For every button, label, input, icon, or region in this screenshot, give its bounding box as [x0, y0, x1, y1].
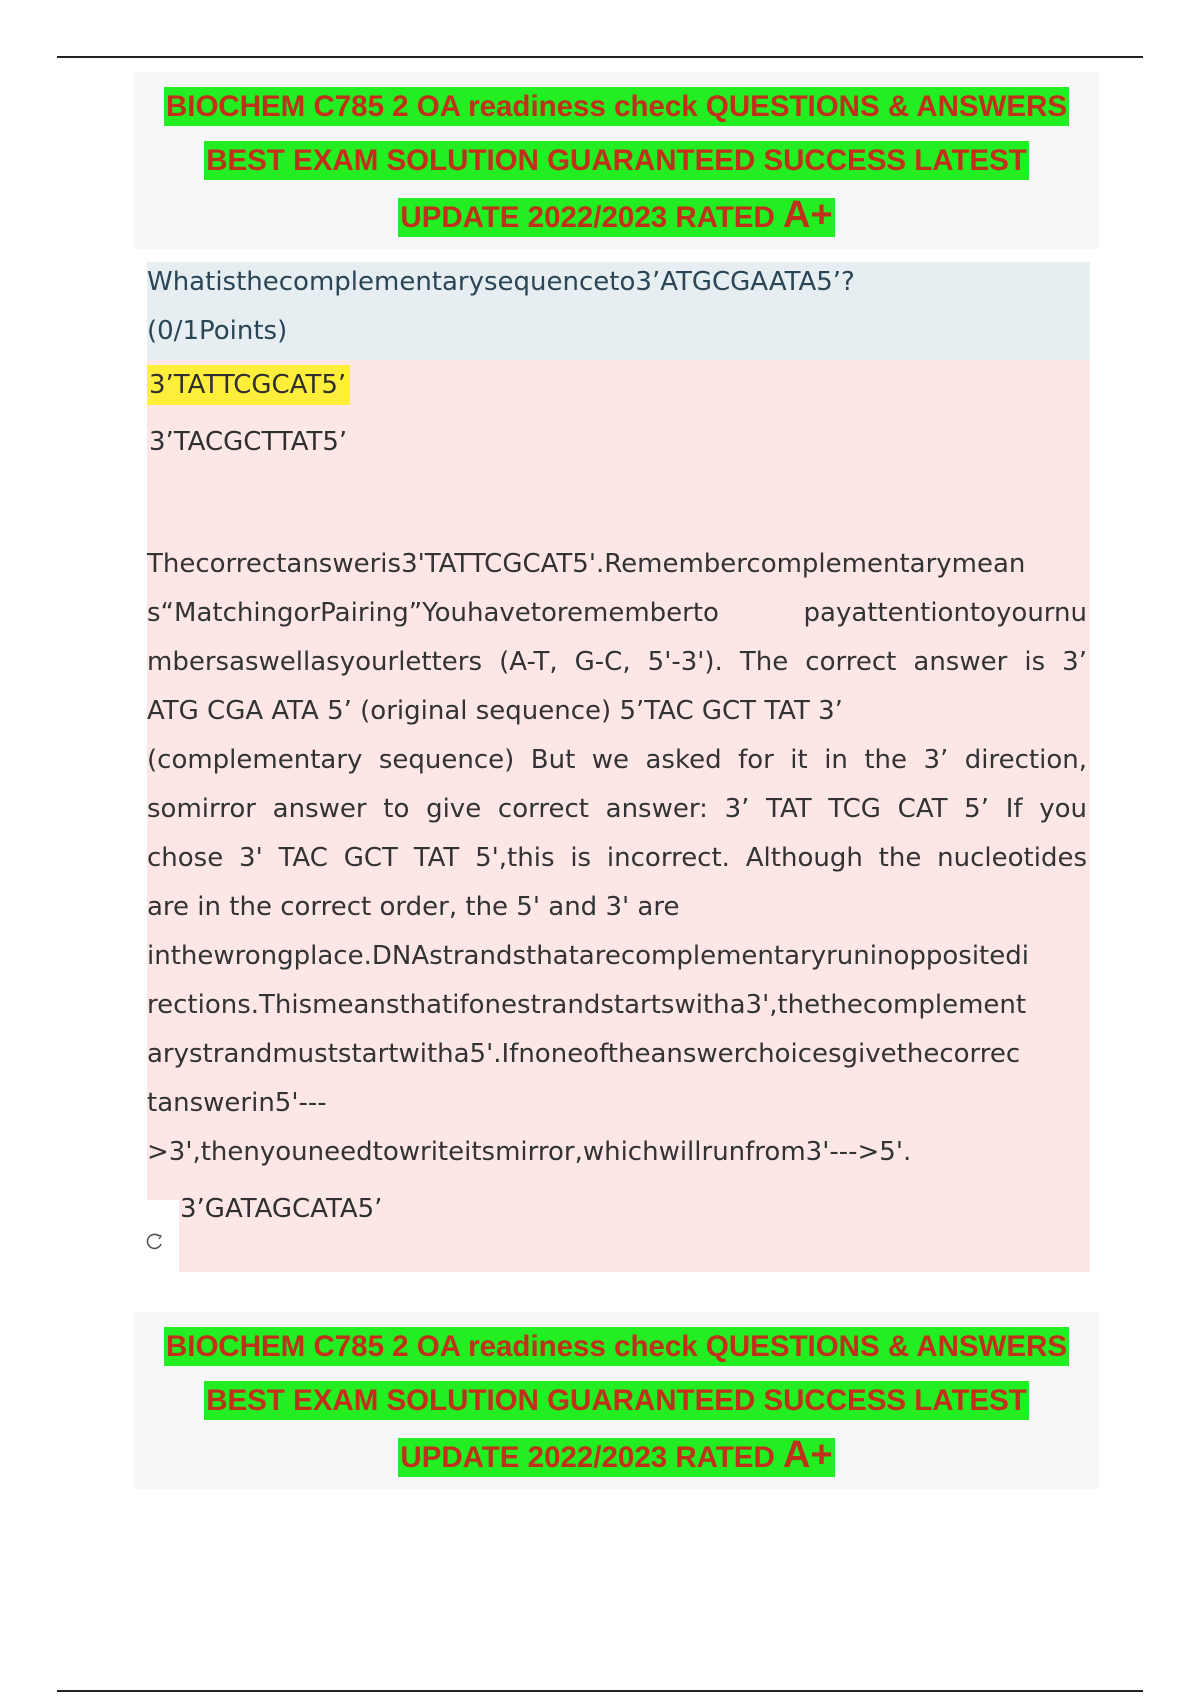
- answer-explanation: [147, 540, 1087, 1177]
- question-prompt: [147, 258, 1087, 356]
- explanation-line: tanswerin5'---: [147, 1088, 327, 1118]
- banner-line-1: BIOCHEM C785 2 OA readiness check QUESTIONS & ANSWERS: [164, 87, 1069, 126]
- answer-option-2[interactable]: 3’TACGCTTAT5’: [149, 427, 348, 457]
- explanation-line: rections.Thismeansthatifonestrandstartswitha3',thethecomplement: [147, 990, 1027, 1020]
- grade-label: A+: [782, 194, 833, 236]
- explanation-line: Thecorrectansweris3'TATTCGCAT5'.Remembercomplementarymean: [147, 549, 1026, 579]
- explanation-line: >3',thenyouneedtowriteitsmirror,whichwillrunfrom3'--->5'.: [147, 1137, 912, 1167]
- explanation-line: are in the correct order, the 5' and 3' are: [147, 892, 680, 922]
- answer-option-1[interactable]: 3’TATTCGCAT5’: [147, 365, 350, 405]
- explanation-line: mbersaswellasyourletters (A-T, G-C, 5'-3'). The correct answer is 3’: [147, 647, 1087, 677]
- question-text: Whatisthecomplementarysequenceto3’ATGCGAATA5’?: [147, 267, 855, 297]
- explanation-line: arystrandmuststartwitha5'.Ifnoneoftheanswerchoicesgivethecorrec: [147, 1039, 1021, 1069]
- question-points: (0/1Points): [147, 316, 288, 346]
- banner-line-1: BIOCHEM C785 2 OA readiness check QUESTIONS & ANSWERS: [164, 1327, 1069, 1366]
- explanation-line: chose 3' TAC GCT TAT 5',this is incorrect. Although the nucleotides: [147, 843, 1087, 873]
- radio-circle-icon[interactable]: [146, 1232, 164, 1250]
- top-rule: [57, 56, 1143, 58]
- bottom-rule: [57, 1690, 1143, 1692]
- banner-line-3: [398, 1434, 834, 1477]
- banner-line-2: BEST EXAM SOLUTION GUARANTEED SUCCESS LATEST: [204, 1381, 1029, 1420]
- banner-line-2: BEST EXAM SOLUTION GUARANTEED SUCCESS LATEST: [204, 141, 1029, 180]
- banner-line-3-text: UPDATE 2022/2023 RATED: [400, 201, 783, 234]
- answer-option-3[interactable]: 3’GATAGCATA5’: [180, 1194, 383, 1224]
- header-banner: [134, 72, 1099, 249]
- explanation-line: (complementary sequence) But we asked for it in the 3’ direction,: [147, 745, 1087, 775]
- footer-banner: [134, 1312, 1099, 1489]
- explanation-line: somirror answer to give correct answer: 3’ TAT TCG CAT 5’ If you: [147, 794, 1087, 824]
- banner-line-3: [398, 194, 834, 237]
- explanation-line: inthewrongplace.DNAstrandsthatarecomplementaryruninoppositedi: [147, 941, 1029, 971]
- grade-label: A+: [782, 1434, 833, 1476]
- explanation-line: s“MatchingorPairing”Youhavetorememberto payattentiontoyournu: [147, 598, 1087, 628]
- explanation-line: ATG CGA ATA 5’ (original sequence) 5’TAC GCT TAT 3’: [147, 696, 843, 726]
- banner-line-3-text: UPDATE 2022/2023 RATED: [400, 1441, 783, 1474]
